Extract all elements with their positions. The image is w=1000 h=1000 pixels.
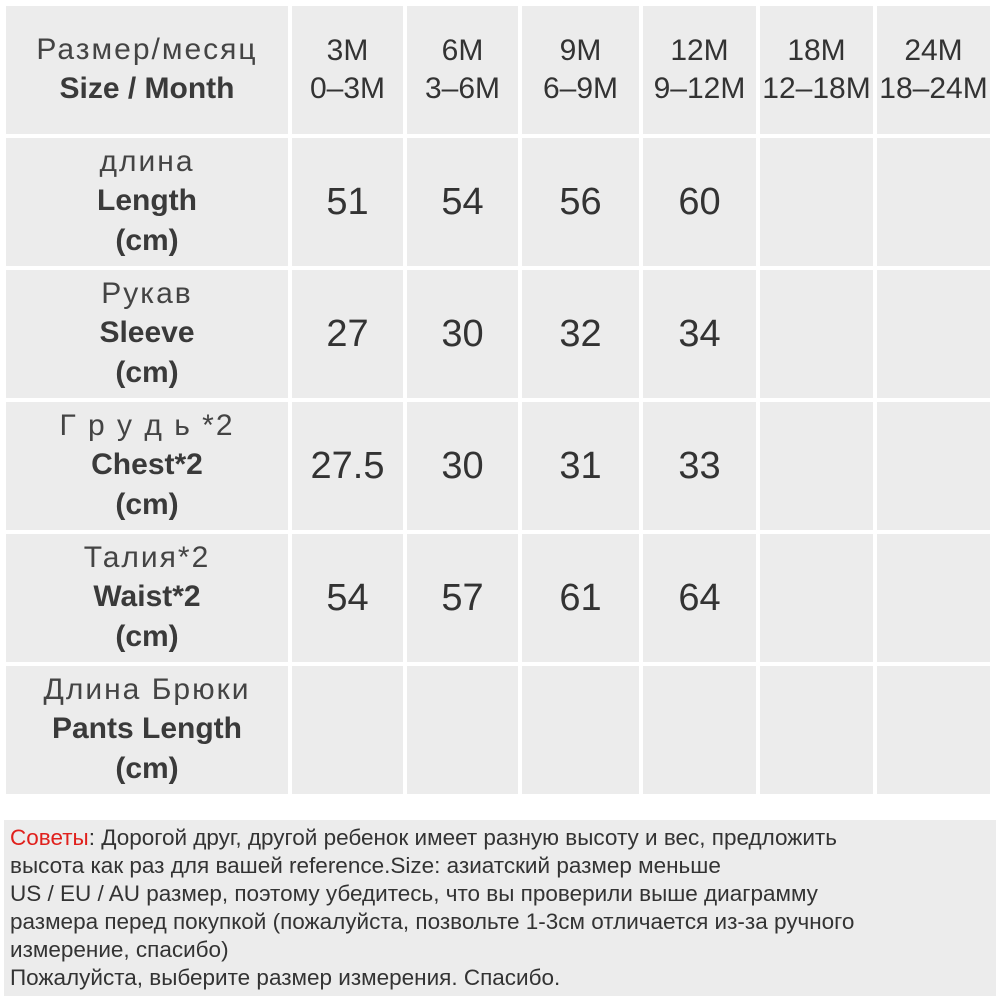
size-header-cell — [760, 6, 873, 134]
row-label-ru: Рукав — [101, 277, 193, 310]
value-cell — [643, 138, 756, 266]
row-label-cell — [6, 138, 288, 266]
value-cell — [522, 138, 639, 266]
notes-line-4: размера перед покупкой (пожалуйста, позвольте 1-3см отличается из-за ручного — [10, 909, 855, 934]
measurement-value: 31 — [559, 444, 602, 487]
measurement-value: 32 — [559, 312, 602, 355]
row-label-cell — [6, 270, 288, 398]
header-label-cell — [6, 6, 288, 134]
row-label-en: Waist*2 — [93, 580, 201, 613]
value-cell — [407, 534, 518, 662]
row-label-en: Pants Length — [51, 712, 242, 745]
value-cell — [643, 402, 756, 530]
size-code: 24M — [904, 34, 963, 67]
notes-line-1 — [10, 824, 990, 852]
value-cell — [877, 534, 990, 662]
value-cell — [407, 402, 518, 530]
tips-notes — [4, 820, 996, 996]
value-cell — [760, 138, 873, 266]
row-label-cell — [6, 666, 288, 794]
header-label-ru: Размер/месяц — [36, 33, 258, 66]
notes-line-6: Пожалуйста, выберите размер измерения. Спасибо. — [10, 965, 561, 990]
row-label-ru: Длина Брюки — [43, 673, 251, 706]
measurement-value: 57 — [441, 576, 484, 619]
value-cell — [643, 534, 756, 662]
measurement-value: 30 — [441, 444, 484, 487]
row-unit: (cm) — [115, 620, 179, 653]
measurement-value: 27 — [326, 312, 369, 355]
notes-text: : Дорогой друг, другой ребенок имеет разную высоту и вес, предложить — [88, 825, 837, 850]
value-cell — [292, 402, 403, 530]
row-label-en: Sleeve — [99, 316, 195, 349]
notes-line-2: высота как раз для вашей reference.Size: азиатский размер меньше — [10, 853, 721, 878]
row-unit: (cm) — [115, 752, 179, 785]
size-header-cell — [522, 6, 639, 134]
value-cell — [760, 666, 873, 794]
value-cell — [643, 666, 756, 794]
notes-line-3: US / EU / AU размер, поэтому убедитесь, что вы проверили выше диаграмму — [10, 881, 818, 906]
size-code: 12M — [670, 34, 729, 67]
row-unit: (cm) — [115, 224, 179, 257]
size-range: 6–9M — [542, 72, 619, 105]
row-label-ru: Талия*2 — [83, 541, 211, 574]
value-cell — [760, 402, 873, 530]
row-label-ru: длина — [99, 145, 195, 178]
table-header-row — [6, 6, 990, 134]
size-code: 6M — [441, 34, 484, 67]
size-header-cell — [407, 6, 518, 134]
size-header-cell — [877, 6, 990, 134]
table-row-waist — [6, 534, 990, 662]
measurement-value: 33 — [678, 444, 721, 487]
measurement-value: 51 — [326, 180, 369, 223]
row-label-en: Length — [97, 184, 197, 217]
size-range: 9–12M — [653, 72, 746, 105]
table-row-chest — [6, 402, 990, 530]
measurement-value: 34 — [678, 312, 721, 355]
size-range: 0–3M — [309, 72, 386, 105]
table-row-length — [6, 138, 990, 266]
measurement-value: 64 — [678, 576, 721, 619]
value-cell — [643, 270, 756, 398]
row-label-ru: Г р у д ь *2 — [59, 409, 235, 442]
value-cell — [760, 534, 873, 662]
size-code: 9M — [559, 34, 602, 67]
row-unit: (cm) — [115, 488, 179, 521]
size-range: 12–18M — [762, 72, 871, 105]
tips-label: Советы — [10, 825, 89, 850]
value-cell — [292, 534, 403, 662]
value-cell — [877, 402, 990, 530]
value-cell — [522, 534, 639, 662]
measurement-value: 61 — [559, 576, 602, 619]
table-row-sleeve — [6, 270, 990, 398]
size-header-cell — [292, 6, 403, 134]
value-cell — [292, 666, 403, 794]
value-cell — [292, 138, 403, 266]
size-header-cell — [643, 6, 756, 134]
measurement-value: 54 — [441, 180, 484, 223]
value-cell — [292, 270, 403, 398]
value-cell — [407, 270, 518, 398]
value-cell — [407, 666, 518, 794]
size-code: 18M — [787, 34, 846, 67]
measurement-value: 54 — [326, 576, 369, 619]
value-cell — [877, 138, 990, 266]
value-cell — [760, 270, 873, 398]
value-cell — [522, 666, 639, 794]
header-label-en: Size / Month — [59, 72, 235, 105]
measurement-value: 30 — [441, 312, 484, 355]
measurement-value: 60 — [678, 180, 721, 223]
value-cell — [407, 138, 518, 266]
table-row-pants-length — [6, 666, 990, 794]
size-code: 3M — [326, 34, 369, 67]
size-range: 18–24M — [879, 72, 988, 105]
row-unit: (cm) — [115, 356, 179, 389]
notes-line-5: измерение, спасибо) — [10, 937, 229, 962]
value-cell — [522, 402, 639, 530]
size-table — [2, 2, 994, 798]
row-label-cell — [6, 534, 288, 662]
measurement-value: 27.5 — [310, 444, 385, 487]
value-cell — [877, 270, 990, 398]
row-label-cell — [6, 402, 288, 530]
row-label-en: Chest*2 — [91, 448, 203, 481]
value-cell — [877, 666, 990, 794]
measurement-value: 56 — [559, 180, 602, 223]
value-cell — [522, 270, 639, 398]
size-range: 3–6M — [424, 72, 501, 105]
